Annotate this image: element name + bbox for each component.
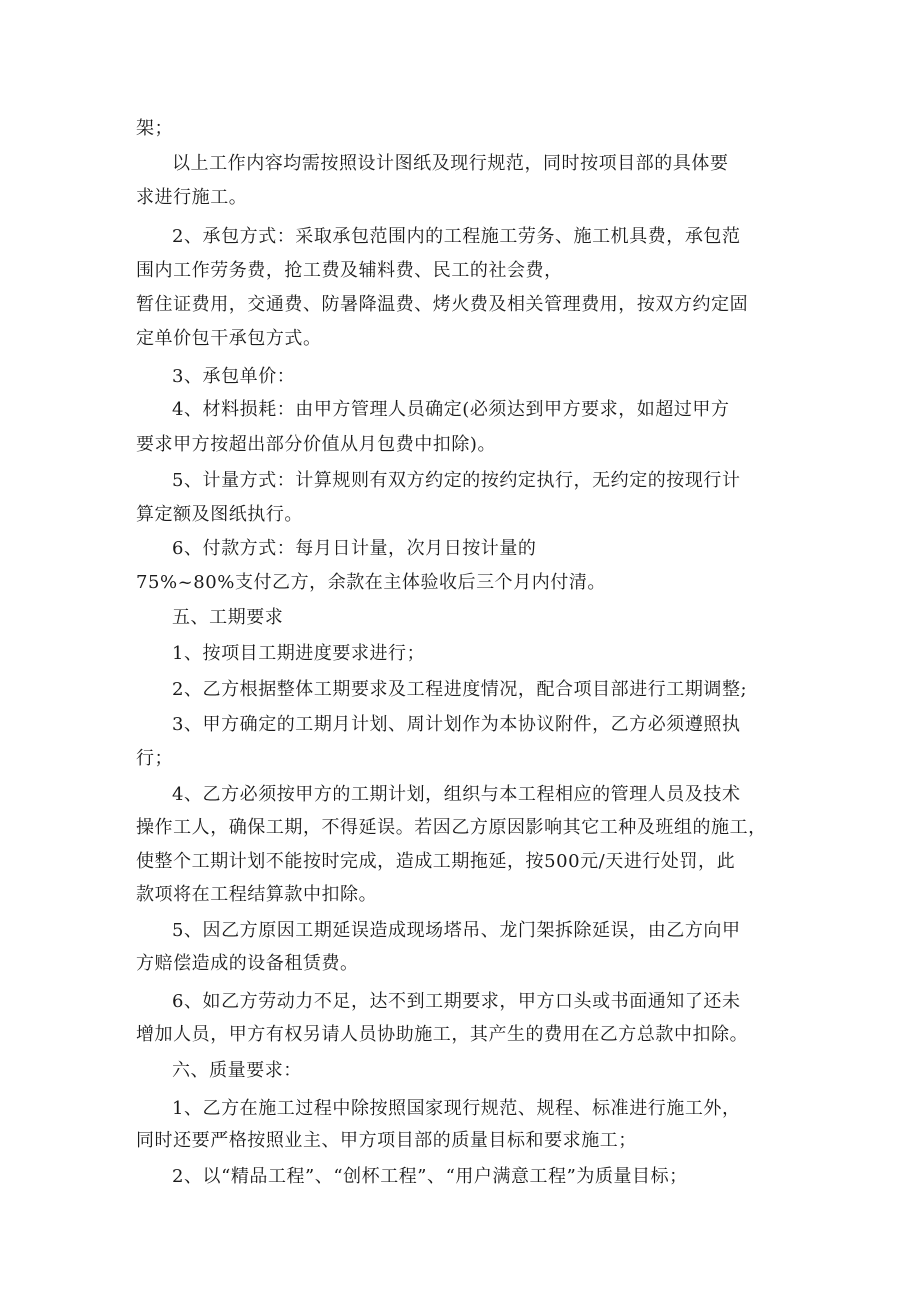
- paragraph-line: 4、材料损耗：由甲方管理人员确定(必须达到甲方要求，如超过甲方: [172, 399, 730, 420]
- text-line: 75%~80%支付乙方，余款在主体验收后三个月内付清。: [136, 572, 606, 593]
- text-line: 定单价包干承包方式。: [136, 328, 322, 349]
- paragraph-line: 1、按项目工期进度要求进行；: [172, 643, 426, 664]
- text-line: 增加人员，甲方有权另请人员协助施工，其产生的费用在乙方总款中扣除。: [136, 1024, 749, 1045]
- paragraph-line: 2、以“精品工程”、“创杯工程”、“用户满意工程”为质量目标；: [172, 1166, 688, 1187]
- section-heading: 六、质量要求：: [172, 1060, 302, 1081]
- paragraph-line: 6、付款方式：每月日计量，次月日按计量的: [172, 538, 537, 559]
- text-line: 暂住证费用，交通费、防暑降温费、烤火费及相关管理费用，按双方约定固: [136, 294, 749, 315]
- text-line: 同时还要严格按照业主、甲方项目部的质量目标和要求施工；: [136, 1130, 637, 1151]
- paragraph-line: 2、乙方根据整体工期要求及工程进度情况，配合项目部进行工期调整;: [172, 679, 748, 700]
- text-line: 架；: [136, 118, 174, 139]
- paragraph-line: 6、如乙方劳动力不足，达不到工期要求，甲方口头或书面通知了还未: [172, 991, 741, 1012]
- text-line: 要求甲方按超出部分价值从月包费中扣除)。: [136, 434, 497, 455]
- text-line: 操作工人，确保工期，不得延误。若因乙方原因影响其它工种及班组的施工，: [136, 817, 767, 838]
- text-line: 款项将在工程结算款中扣除。: [136, 884, 378, 905]
- text-line: 使整个工期计划不能按时完成，造成工期拖延，按500元/天进行处罚，此: [136, 851, 736, 872]
- text-line: 围内工作劳务费，抢工费及辅料费、民工的社会费，: [136, 260, 563, 281]
- paragraph-line: 4、乙方必须按甲方的工期计划，组织与本工程相应的管理人员及技术: [172, 784, 741, 805]
- paragraph-line: 5、计量方式：计算规则有双方约定的按约定执行，无约定的按现行计: [172, 470, 741, 491]
- section-heading: 五、工期要求: [172, 607, 284, 628]
- paragraph-line: 1、乙方在施工过程中除按照国家现行规范、规程、标准进行施工外，: [172, 1098, 741, 1119]
- paragraph-line: 3、承包单价：: [172, 366, 296, 387]
- text-line: 行；: [136, 748, 174, 769]
- paragraph-line: 2、承包方式：采取承包范围内的工程施工劳务、施工机具费，承包范: [172, 226, 741, 247]
- paragraph-line: 3、甲方确定的工期月计划、周计划作为本协议附件，乙方必须遵照执: [172, 714, 741, 735]
- text-line: 方赔偿造成的设备租赁费。: [136, 953, 359, 974]
- text-line: 求进行施工。: [136, 187, 248, 208]
- text-line: 算定额及图纸执行。: [136, 504, 303, 525]
- paragraph-line: 5、因乙方原因工期延误造成现场塔吊、龙门架拆除延误，由乙方向甲: [172, 920, 741, 941]
- paragraph-line: 以上工作内容均需按照设计图纸及现行规范，同时按项目部的具体要: [172, 153, 729, 174]
